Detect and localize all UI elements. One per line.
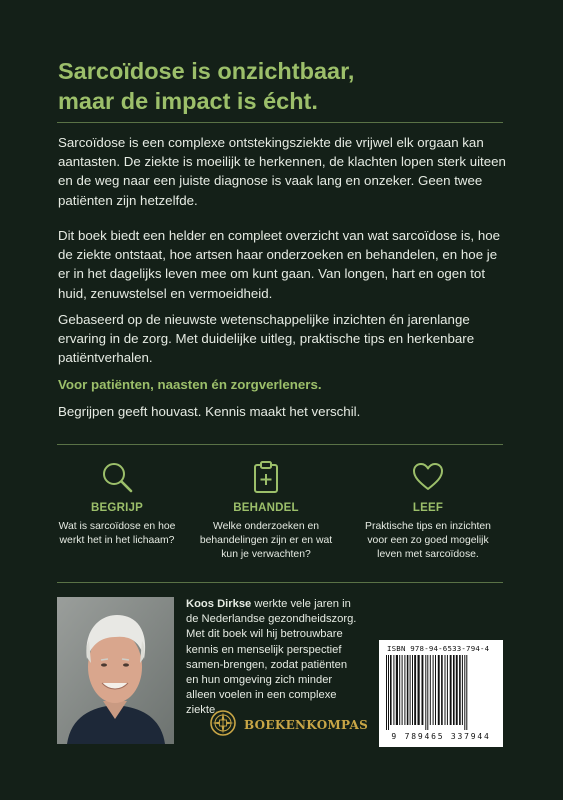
barcode-bar (422, 655, 424, 725)
barcode-bar (414, 655, 416, 725)
paragraph-intro: Sarcoïdose is een complexe ontstekingsziekte die vrijwel elk orgaan kan aantasten. De ziekte is moeilijk te herkennen, de klachten lopen sterk uiteen en de weg naar een juiste diagnose is vaak lang en onzeker. Geen twee patiënten zijn hetzelfde. (58, 135, 506, 208)
barcode-bar (433, 655, 434, 725)
publisher-name: BOEKENKOMPAS (244, 718, 369, 732)
feature-title: BEHANDEL (233, 502, 299, 514)
barcode-bar (435, 655, 436, 725)
publisher-logo (210, 710, 368, 740)
barcode-bar (459, 655, 461, 725)
headline (58, 56, 518, 116)
feature-title: BEGRIJP (91, 502, 143, 514)
barcode-bar (412, 655, 413, 725)
barcode-bar (466, 655, 467, 730)
barcode-bar (410, 655, 411, 725)
paragraph-basis: Gebaseerd op de nieuwste wetenschappelijke inzichten én jarenlange ervaring in de zorg. Met duidelijke uitleg, praktische tips en herkenbare patiëntverhalen. (58, 312, 475, 366)
barcode-bar (441, 655, 443, 725)
barcode-bar (462, 655, 463, 725)
barcode-bar (386, 655, 387, 730)
ean-digits: 9 789465 337944 (391, 732, 491, 741)
barcode-bar (427, 655, 428, 730)
feature-title: LEEF (412, 502, 444, 514)
barcode-bar (456, 655, 458, 725)
headline-line-1: Sarcoïdose is onzichtbaar, (58, 58, 355, 84)
barcode-bar (453, 655, 455, 725)
paragraph-overview: Dit boek biedt een helder en compleet overzicht van wat sarcoïdose is, hoe de ziekte ontstaat, hoe artsen haar onderzoeken en behandelen, en hoe je er in het dagelijks leven mee om kunt gaan. Van longen, hart en ogen tot huid, zenuwstelsel en vermoeidheid. (58, 228, 501, 301)
magnifier-icon (42, 460, 192, 494)
barcode-bar (390, 655, 392, 725)
closing-line: Begrijpen geeft houvast. Kennis maakt het verschil. (58, 404, 361, 419)
feature-description: Praktische tips en inzichten voor een zo goed mogelijk leven met sarcoïdose. (365, 521, 491, 560)
headline-line-2: maar de impact is écht. (58, 88, 318, 114)
heart-icon (353, 460, 503, 494)
author-photo (57, 597, 174, 744)
barcode-bar (430, 655, 431, 725)
barcode-bar (404, 655, 405, 725)
barcode-bar (447, 655, 448, 725)
divider-middle (57, 444, 503, 445)
isbn-barcode (379, 640, 503, 747)
barcode-bar (407, 655, 409, 725)
barcode-bar (402, 655, 403, 725)
barcode-bar (438, 655, 440, 725)
barcode-bar (393, 655, 394, 725)
author-bio-text: werkte vele jaren in de Nederlandse gezondheidszorg. Met dit boek wil hij betrouwbare kennis en menselijk perspectief samen-brengen, zodat patiënten en hun omgeving zich minder alleen voelen in een complexe ziekte. (186, 598, 357, 717)
author-bio (186, 597, 361, 719)
feature-behandel (191, 460, 341, 562)
isbn-label: ISBN 978-94-6533-794-4 (387, 644, 490, 653)
audience-tagline: Voor patiënten, naasten én zorgverleners. (58, 377, 322, 392)
feature-description: Wat is sarcoïdose en hoe werkt het in het lichaam? (58, 521, 176, 546)
feature-begrijp (42, 460, 192, 548)
compass-emblem-icon (210, 710, 236, 741)
barcode-bar (399, 655, 400, 725)
barcode-bar (464, 655, 465, 730)
author-name: Koos Dirkse (186, 598, 252, 610)
barcode-bar (388, 655, 389, 730)
barcode-bar (450, 655, 452, 725)
divider-bottom (57, 582, 503, 583)
barcode-bar (418, 655, 420, 725)
barcode-bar (425, 655, 426, 730)
barcode-bars (385, 655, 497, 730)
clipboard-plus-icon (191, 460, 341, 494)
barcode-bar (396, 655, 398, 725)
feature-leef (353, 460, 503, 562)
divider-top (57, 122, 503, 123)
feature-description: Welke onderzoeken en behandelingen zijn er en wat kun je verwachten? (199, 521, 333, 560)
barcode-bar (445, 655, 446, 725)
